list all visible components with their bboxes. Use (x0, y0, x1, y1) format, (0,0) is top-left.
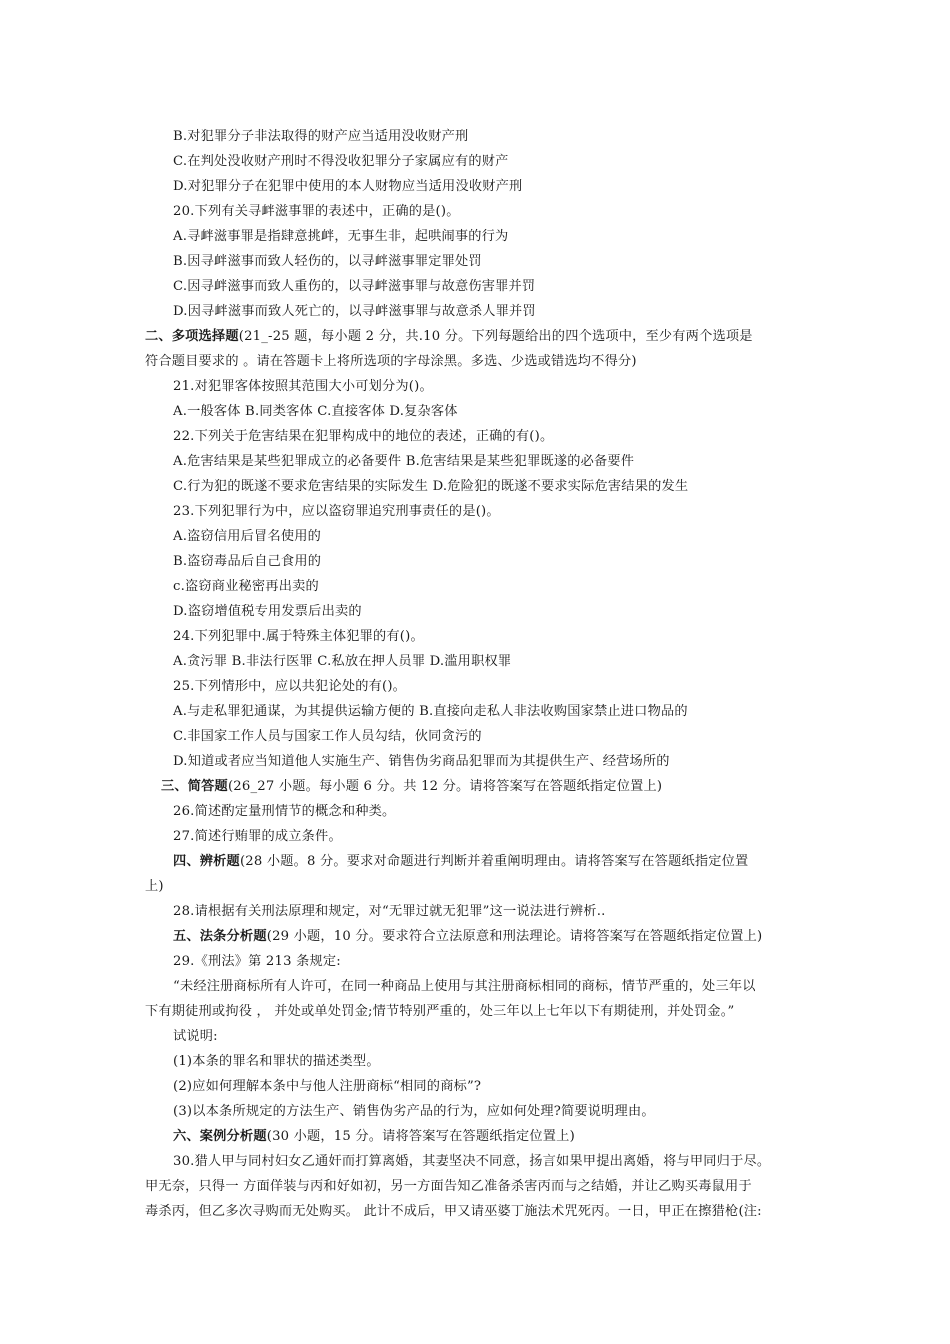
sub-question-3: (3)以本条所规定的方法生产、销售伪劣产品的行为，应如何处理?简要说明理由。 (173, 1104, 655, 1119)
option-b-20: B.因寻衅滋事而致人轻伤的，以寻衅滋事罪定罪处罚 (173, 254, 482, 269)
options-25-ab: A.与走私罪犯通谋，为其提供运输方便的 B.直接向走私人非法收购国家禁止进口物品的 (173, 704, 688, 719)
options-21: A.一般客体 B.同类客体 C.直接客体 D.复杂客体 (173, 404, 458, 419)
section-4-heading: 四、辨析题 (173, 854, 240, 869)
article-quote-cont: 下有期徒刑或拘役 ， 并处或单处罚金;情节特别严重的，处三年以上七年以下有期徒刑，并处罚金。” (145, 1004, 735, 1019)
option-d-25: D.知道或者应当知道他人实施生产、销售伪劣商品犯罪而为其提供生产、经营场所的 (173, 754, 670, 769)
question-27: 27.简述行贿罪的成立条件。 (173, 829, 342, 844)
question-21: 21.对犯罪客体按照其范围大小可划分为()。 (173, 379, 433, 394)
section-4-instructions: 四、辨析题(28 小题。8 分。要求对命题进行判断并着重阐明理由。请将答案写在答题纸指定位置 (173, 854, 749, 869)
question-25: 25.下列情形中，应以共犯论处的有()。 (173, 679, 407, 694)
options-24: A.贪污罪 B.非法行医罪 C.私放在押人员罪 D.滥用职权罪 (173, 654, 512, 669)
sub-question-2: (2)应如何理解本条中与他人注册商标“相同的商标”? (173, 1079, 482, 1094)
option-a-20: A.寻衅滋事罪是指肆意挑衅，无事生非，起哄闹事的行为 (173, 229, 509, 244)
question-29: 29.《刑法》第 213 条规定: (173, 954, 341, 969)
question-24: 24.下列犯罪中.属于特殊主体犯罪的有()。 (173, 629, 424, 644)
article-quote: “未经注册商标所有人许可，在同一种商品上使用与其注册商标相同的商标，情节严重的，处三年以 (173, 979, 756, 994)
question-30: 30.猎人甲与同村妇女乙通奸而打算离婚，其妻坚决不同意，扬言如果甲提出离婚，将与甲同归于尽。 (173, 1154, 771, 1169)
option-c-25: C.非国家工作人员与国家工作人员勾结，伙同贪污的 (173, 729, 482, 744)
options-22-ab: A.危害结果是某些犯罪成立的必备要件 B.危害结果是某些犯罪既遂的必备要件 (173, 454, 635, 469)
question-22: 22.下列关于危害结果在犯罪构成中的地位的表述，正确的有()。 (173, 429, 554, 444)
question-23: 23.下列犯罪行为中，应以盗窃罪追究刑事责任的是()。 (173, 504, 500, 519)
option-d-20: D.因寻衅滋事而致人死亡的，以寻衅滋事罪与故意杀人罪并罚 (173, 304, 536, 319)
section-2-instructions: 二、多项选择题(21_-25 题，每小题 2 分，共.10 分。下列每题给出的四个选项中，至少有两个选项是 (145, 329, 753, 344)
section-3-instructions: 三、简答题(26_27 小题。每小题 6 分。共 12 分。请将答案写在答题纸指定位置上) (161, 779, 663, 794)
prompt-explain: 试说明: (173, 1029, 218, 1044)
section-5-heading: 五、法条分析题 (173, 929, 267, 944)
section-2-heading: 二、多项选择题 (145, 329, 239, 344)
section-6-instructions: 六、案例分析题(30 小题，15 分。请将答案写在答题纸指定位置上) (173, 1129, 575, 1144)
question-30-cont-1: 甲无奈，只得一 方面佯装与丙和好如初，另一方面告知乙准备杀害丙而与之结婚，并让乙购买毒鼠用于 (145, 1179, 752, 1194)
option-b-23: B.盗窃毒品后自己食用的 (173, 554, 322, 569)
section-4-instructions-cont: 上) (145, 879, 164, 894)
option-c-19: C.在判处没收财产刑时不得没收犯罪分子家属应有的财产 (173, 154, 509, 169)
question-26: 26.简述酌定量刑情节的概念和种类。 (173, 804, 396, 819)
section-6-heading: 六、案例分析题 (173, 1129, 267, 1144)
option-c-23: c.盗窃商业秘密再出卖的 (173, 579, 319, 594)
option-a-23: A.盗窃信用后冒名使用的 (173, 529, 321, 544)
question-30-cont-2: 毒杀丙，但乙多次寻购而无处购买。 此计不成后，甲又请巫婆丁施法术咒死丙。一日，甲正在擦猎枪(注: (145, 1204, 762, 1219)
option-b-19: B.对犯罪分子非法取得的财产应当适用没收财产刑 (173, 129, 469, 144)
question-20: 20.下列有关寻衅滋事罪的表述中，正确的是()。 (173, 204, 460, 219)
section-2-instructions-cont: 符合题目要求的 。请在答题卡上将所选项的字母涂黑。多选、少选或错选均不得分) (145, 354, 637, 369)
option-c-20: C.因寻衅滋事而致人重伤的，以寻衅滋事罪与故意伤害罪并罚 (173, 279, 536, 294)
sub-question-1: (1)本条的罪名和罪状的描述类型。 (173, 1054, 380, 1069)
question-28: 28.请根据有关刑法原理和规定，对“无罪过就无犯罪”这一说法进行辨析.. (173, 904, 606, 919)
options-22-cd: C.行为犯的既遂不要求危害结果的实际发生 D.危险犯的既遂不要求实际危害结果的发生 (173, 479, 689, 494)
option-d-19: D.对犯罪分子在犯罪中使用的本人财物应当适用没收财产刑 (173, 179, 523, 194)
option-d-23: D.盗窃增值税专用发票后出卖的 (173, 604, 362, 619)
section-3-heading: 三、简答题 (161, 779, 228, 794)
section-5-instructions: 五、法条分析题(29 小题，10 分。要求符合立法原意和刑法理论。请将答案写在答题纸指定位置上) (173, 929, 763, 944)
